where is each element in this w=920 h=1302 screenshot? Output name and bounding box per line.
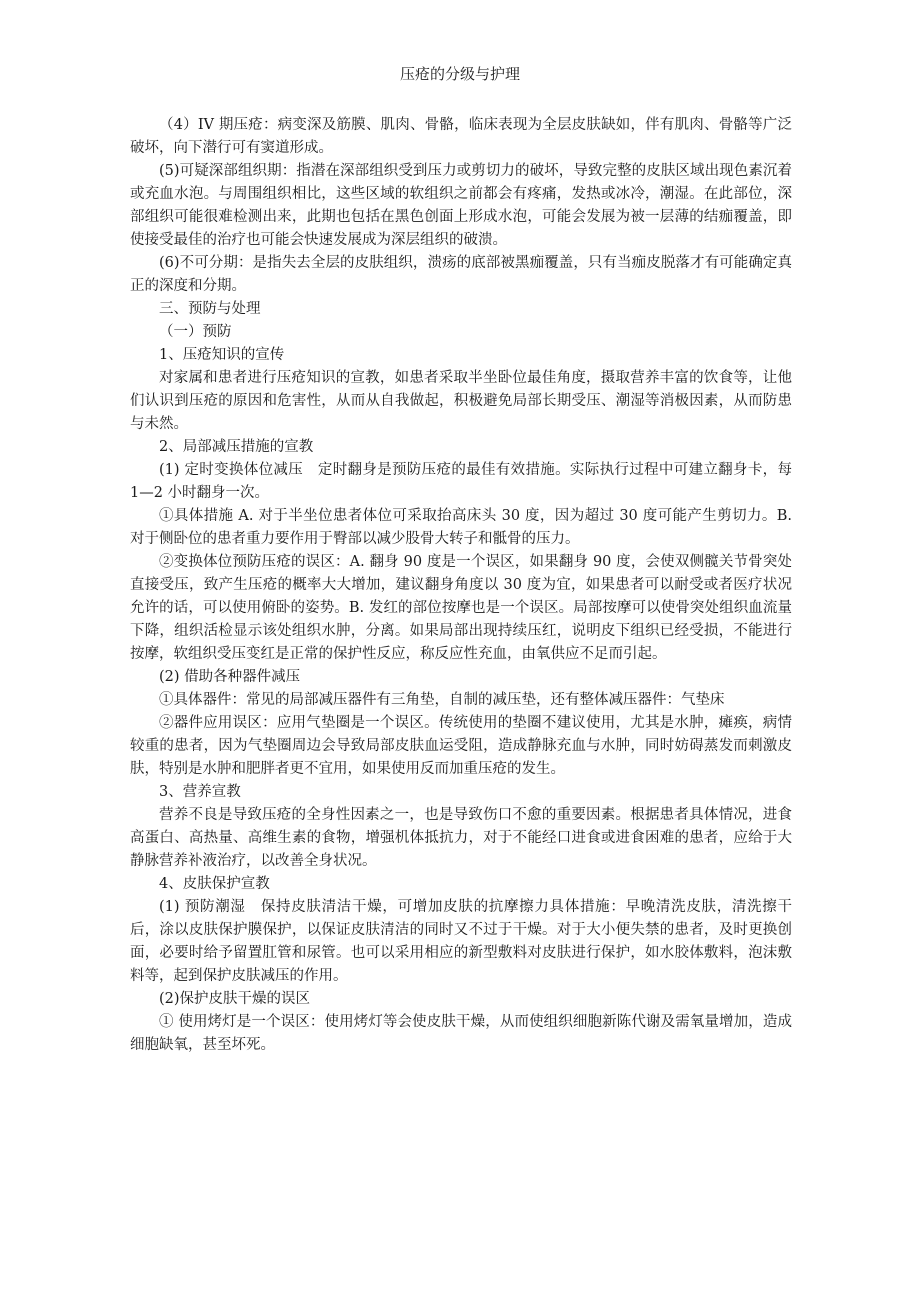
item-heading-skin-protection: 4、皮肤保护宣教 [159, 876, 270, 892]
paragraph-stage-4: （4）IV 期压疮：病变深及筋膜、肌肉、骨骼，临床表现为全层皮肤缺如，伴有肌肉、骨骼等广泛破坏，向下潜行可有窦道形成。 [130, 117, 792, 156]
paragraph-turning-misconceptions: ②变换体位预防压疮的误区：A. 翻身 90 度是一个误区，如果翻身 90 度，会使双侧髋关节骨突处直接受压，致产生压疮的概率大大增加，建议翻身角度以 30 度为宜，如果患者可以耐受或者医疗状况允许的话，可以使用俯卧的姿势。B. 发红的部位按摩也是一个误区。局部按摩可以使骨突处组织血流量下降，组织活检显示该处组织水肿，分离。如果局部出现持续压红，说明皮下组织已经受损，不能进行按摩，软组织受压变红是正常的保护性反应，称反应性充血，由氧供应不足而引起。 [130, 554, 792, 662]
paragraph-unstageable: (6)不可分期：是指失去全层的皮肤组织，溃疡的底部被黑痂覆盖，只有当痂皮脱落才有可能确定真正的深度和分期。 [130, 255, 792, 294]
item-heading-nutrition: 3、营养宣教 [159, 784, 241, 800]
paragraph-moisture: (1) 预防潮湿 保持皮肤清洁干燥，可增加皮肤的抗摩擦力具体措施：早晚清洗皮肤，清洗擦干后，涂以皮肤保护膜保护，以保证皮肤清洁的同时又不过于干燥。对于大小便失禁的患者，及时更换创面，必要时给予留置肛管和尿管。也可以采用相应的新型敷料对皮肤进行保护，如水胶体敷料，泡沫敷料等，起到保护皮肤减压的作用。 [130, 899, 792, 984]
paragraph-turning: (1) 定时变换体位减压 定时翻身是预防压疮的最佳有效措施。实际执行过程中可建立翻身卡，每 1—2 小时翻身一次。 [130, 462, 792, 501]
item-heading-knowledge: 1、压疮知识的宣传 [159, 347, 285, 363]
paragraph-heat-lamp: ① 使用烤灯是一个误区：使用烤灯等会使皮肤干燥，从而使组织细胞新陈代谢及需氧量增加，造成细胞缺氧，甚至坏死。 [130, 1014, 792, 1053]
page-title: 压疮的分级与护理 [399, 65, 520, 83]
paragraph-devices: ①具体器件：常见的局部减压器件有三角垫，自制的减压垫，还有整体减压器件：气垫床 [159, 692, 725, 708]
document-body [130, 114, 792, 1057]
paragraph-device-misconceptions: ②器件应用误区：应用气垫圈是一个误区。传统使用的垫圈不建议使用，尤其是水肿，瘫痪，病情较重的患者，因为气垫圈周边会导致局部皮肤血运受阻，造成静脉充血与水肿，同时妨碍蒸发而刺激皮肤，特别是水肿和肥胖者更不宜用，如果使用反而加重压疮的发生。 [130, 715, 792, 777]
subsection-heading-prevention: （一）预防 [159, 324, 232, 340]
section-heading-prevention: 三、预防与处理 [159, 301, 261, 317]
paragraph-deep-tissue: (5)可疑深部组织期：指潜在深部组织受到压力或剪切力的破坏，导致完整的皮肤区域出现色素沉着或充血水泡。与周围组织相比，这些区域的软组织之前都会有疼痛，发热或冰冷，潮湿。在此部位，深部组织可能很难检测出来，此期也包括在黑色创面上形成水泡，可能会发展为被一层薄的结痂覆盖，即使接受最佳的治疗也可能会快速发展成为深层组织的破溃。 [130, 163, 792, 248]
item-heading-decompression: 2、局部减压措施的宣教 [159, 439, 314, 455]
paragraph-knowledge: 对家属和患者进行压疮知识的宣教，如患者采取半坐卧位最佳角度，摄取营养丰富的饮食等，让他们认识到压疮的原因和危害性，从而从自我做起，积极避免局部长期受压、潮湿等消极因素，从而防患与未然。 [130, 370, 792, 432]
paragraph-nutrition: 营养不良是导致压疮的全身性因素之一，也是导致伤口不愈的重要因素。根据患者具体情况，进食高蛋白、高热量、高维生素的食物，增强机体抵抗力，对于不能经口进食或进食困难的患者，应给于大静脉营养补液治疗，以改善全身状况。 [130, 807, 792, 869]
item-heading-dryness-misconceptions: (2)保护皮肤干燥的误区 [159, 991, 311, 1007]
paragraph-specific-measures: ①具体措施 A. 对于半坐位患者体位可采取抬高床头 30 度，因为超过 30 度可能产生剪切力。B. 对于侧卧位的患者重力要作用于臀部以减少股骨大转子和骶骨的压力。 [130, 508, 792, 547]
item-heading-devices: (2) 借助各种器件减压 [159, 669, 301, 685]
